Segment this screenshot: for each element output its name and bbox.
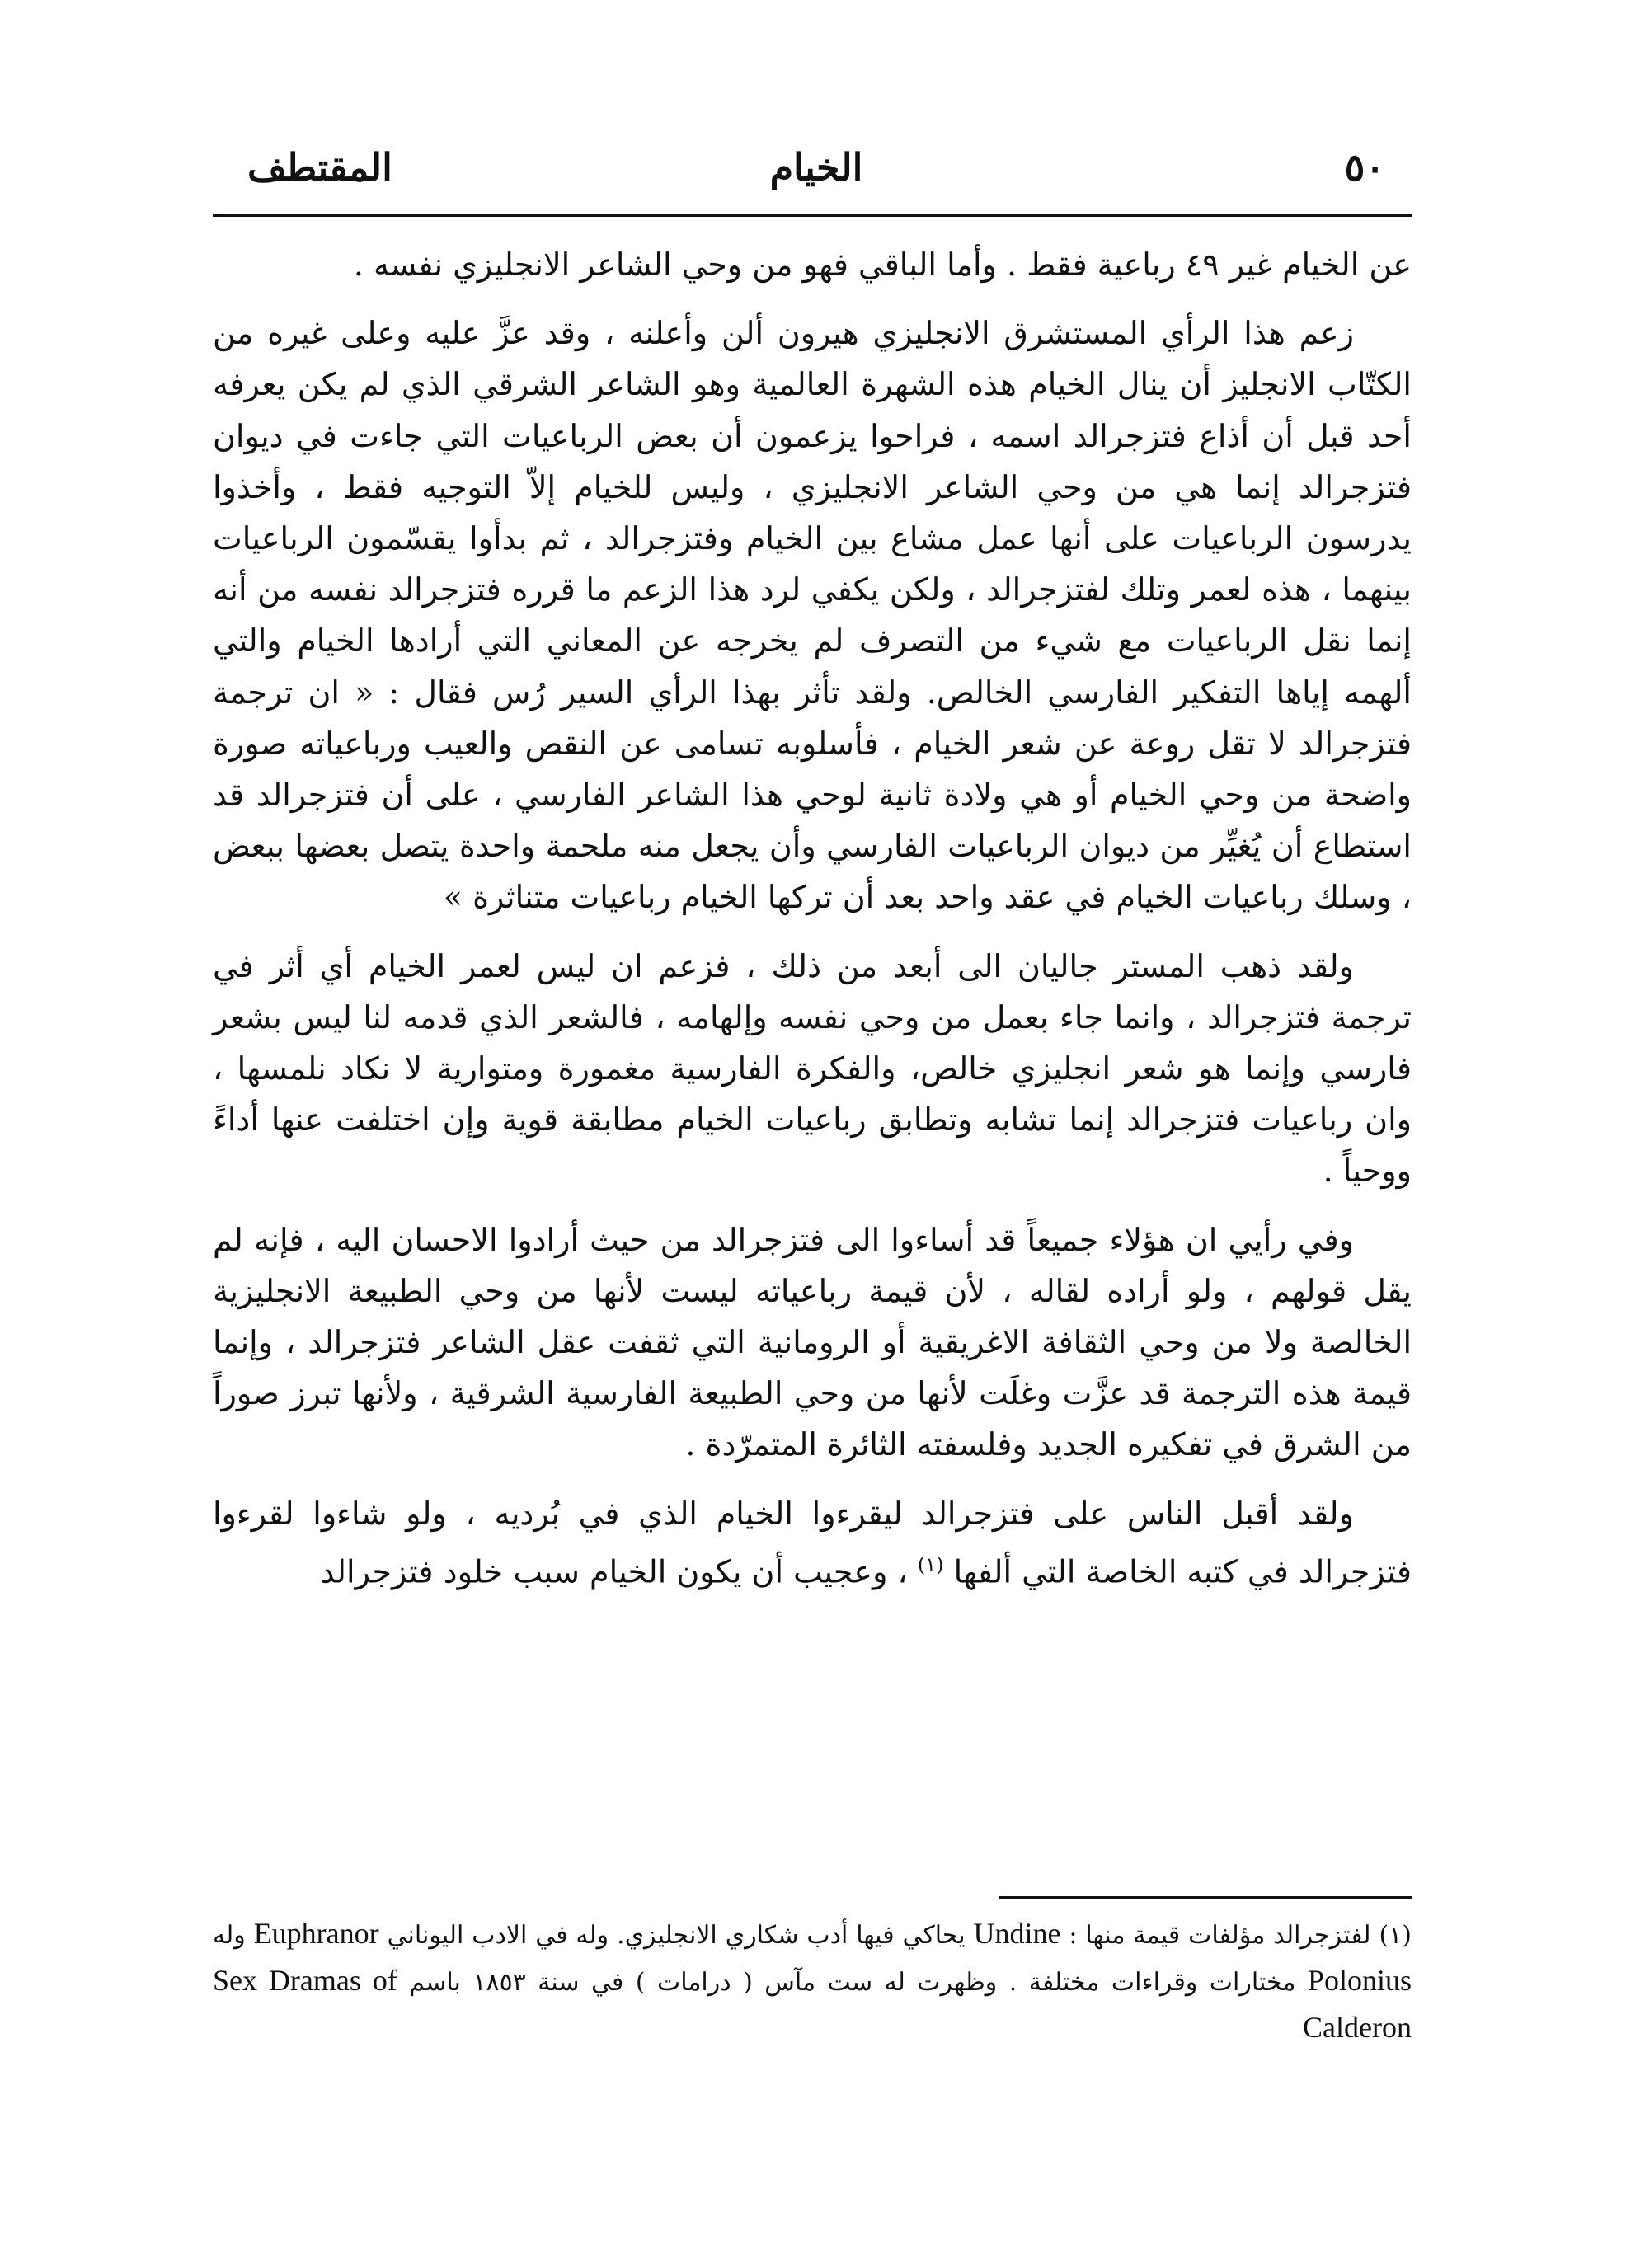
body-text bbox=[213, 239, 1412, 1615]
footnote-text: لفتزجرالد مؤلفات قيمة منها : bbox=[1069, 1921, 1371, 1950]
footnote-marker: (١) bbox=[1379, 1921, 1412, 1950]
title-undine: Undine bbox=[973, 1917, 1061, 1950]
running-title: الخيام bbox=[769, 145, 863, 190]
page-number: ٥٠ bbox=[1344, 145, 1385, 190]
paragraph-tail: ، وعجيب أن يكون الخيام سبب خلود فتزجرالد bbox=[320, 1553, 908, 1590]
page-header bbox=[247, 139, 1385, 196]
footnote-text: مختارات وقراءات مختلفة . وظهرت له ست مآس ( درامات ) في سنة ١٨٥٣ باسم bbox=[409, 1968, 1296, 1997]
title-sex-dramas: Sex Dramas of Calderon bbox=[213, 1964, 1412, 2044]
footnote-divider bbox=[999, 1896, 1412, 1899]
journal-name: المقتطف bbox=[247, 145, 392, 190]
title-euphranor: Euphranor bbox=[253, 1917, 379, 1950]
paragraph: زعم هذا الرأي المستشرق الانجليزي هيرون ألن وأعلنه ، وقد عزَّ عليه وعلى غيره من الكتّاب الانجليز أن ينال الخيام هذه الشهرة العالمية وهو الشاعر الشرقي الذي لم يكن يعرفه أحد قبل أن أذاع فتزجرالد اسمه ، فراحوا يزعمون أن بعض الرباعيات التي جاءت في ديوان فتزجرالد إنما هي من وحي الشاعر الانجليزي ، وليس للخيام إلاّ التوجيه فقط ، وأخذوا يدرسون الرباعيات على أنها عمل مشاع بين الخيام وفتزجرالد ، ثم بدأوا يقسّمون الرباعيات بينهما ، هذه لعمر وتلك لفتزجرالد ، ولكن يكفي لرد هذا الزعم ما قرره فتزجرالد نفسه من أنه إنما نقل الرباعيات مع شيء من التصرف لم يخرجه عن المعاني التي أرادها الخيام والتي ألهمه إياها التفكير الفارسي الخالص. ولقد تأثر بهذا الرأي السير رُس فقال : « ان ترجمة فتزجرالد لا تقل روعة عن شعر الخيام ، فأسلوبه تسامى عن النقص والعيب ورباعياته صورة واضحة من وحي الخيام أو هي ولادة ثانية لوحي هذا الشاعر الفارسي ، على أن فتزجرالد قد استطاع أن يُغيِّر من ديوان الرباعيات الفارسي وأن يجعل منه ملحمة واحدة يتصل بعضها ببعض ، وسلك رباعيات الخيام في عقد واحد بعد أن تركها الخيام رباعيات متناثرة » bbox=[213, 315, 1412, 916]
paragraph: وفي رأيي ان هؤلاء جميعاً قد أساءوا الى فتزجرالد من حيث أرادوا الاحسان اليه ، فإنه لم يقل قولهم ، ولو أراده لقاله ، لأن قيمة رباعياته ليست لأنها من وحي الطبيعة الانجليزية الخالصة ولا من وحي الثقافة الاغريقية أو الرومانية التي ثقفت عقل الشاعر فتزجرالد ، وإنما قيمة هذه الترجمة قد عزَّت وغلَت لأنها من وحي الطبيعة الفارسية الشرقية ، ولأنها تبرز صوراً من الشرق في تفكيره الجديد وفلسفته الثائرة المتمرّدة . bbox=[213, 1221, 1412, 1463]
footnote-reference[interactable]: (١) bbox=[917, 1552, 944, 1576]
paragraph: ولقد ذهب المستر جاليان الى أبعد من ذلك ، فزعم ان ليس لعمر الخيام أي أثر في ترجمة فتزجرالد ، وانما جاء بعمل من وحي نفسه وإلهامه ، فالشعر الذي قدمه لنا ليس بشعر فارسي وإنما هو شعر انجليزي خالص، والفكرة الفارسية مغمورة ومتوارية لا نكاد نلمسها ، وان رباعيات فتزجرالد إنما تشابه وتطابق رباعيات الخيام مطابقة قوية وإن اختلفت عنها أداءً ووحياً . bbox=[213, 947, 1412, 1190]
paragraph-text: ولقد أقبل الناس على فتزجرالد ليقرءوا الخيام الذي في بُرديه ، ولو شاءوا لقرءوا فتزجرالد في كتبه الخاصة التي ألفها bbox=[213, 1495, 1412, 1590]
paragraph-continued: عن الخيام غير ٤٩ رباعية فقط . وأما الباقي فهو من وحي الشاعر الانجليزي نفسه . bbox=[353, 247, 1412, 283]
footnote bbox=[213, 1911, 1412, 2052]
footnote-text: يحاكي فيها أدب شكاري الانجليزي. وله في الادب اليوناني bbox=[387, 1921, 966, 1950]
title-polonius: Polonius bbox=[1307, 1964, 1412, 1997]
footnote-text: وله bbox=[213, 1921, 246, 1950]
paragraph-last bbox=[213, 1488, 1412, 1598]
header-divider bbox=[213, 214, 1412, 217]
